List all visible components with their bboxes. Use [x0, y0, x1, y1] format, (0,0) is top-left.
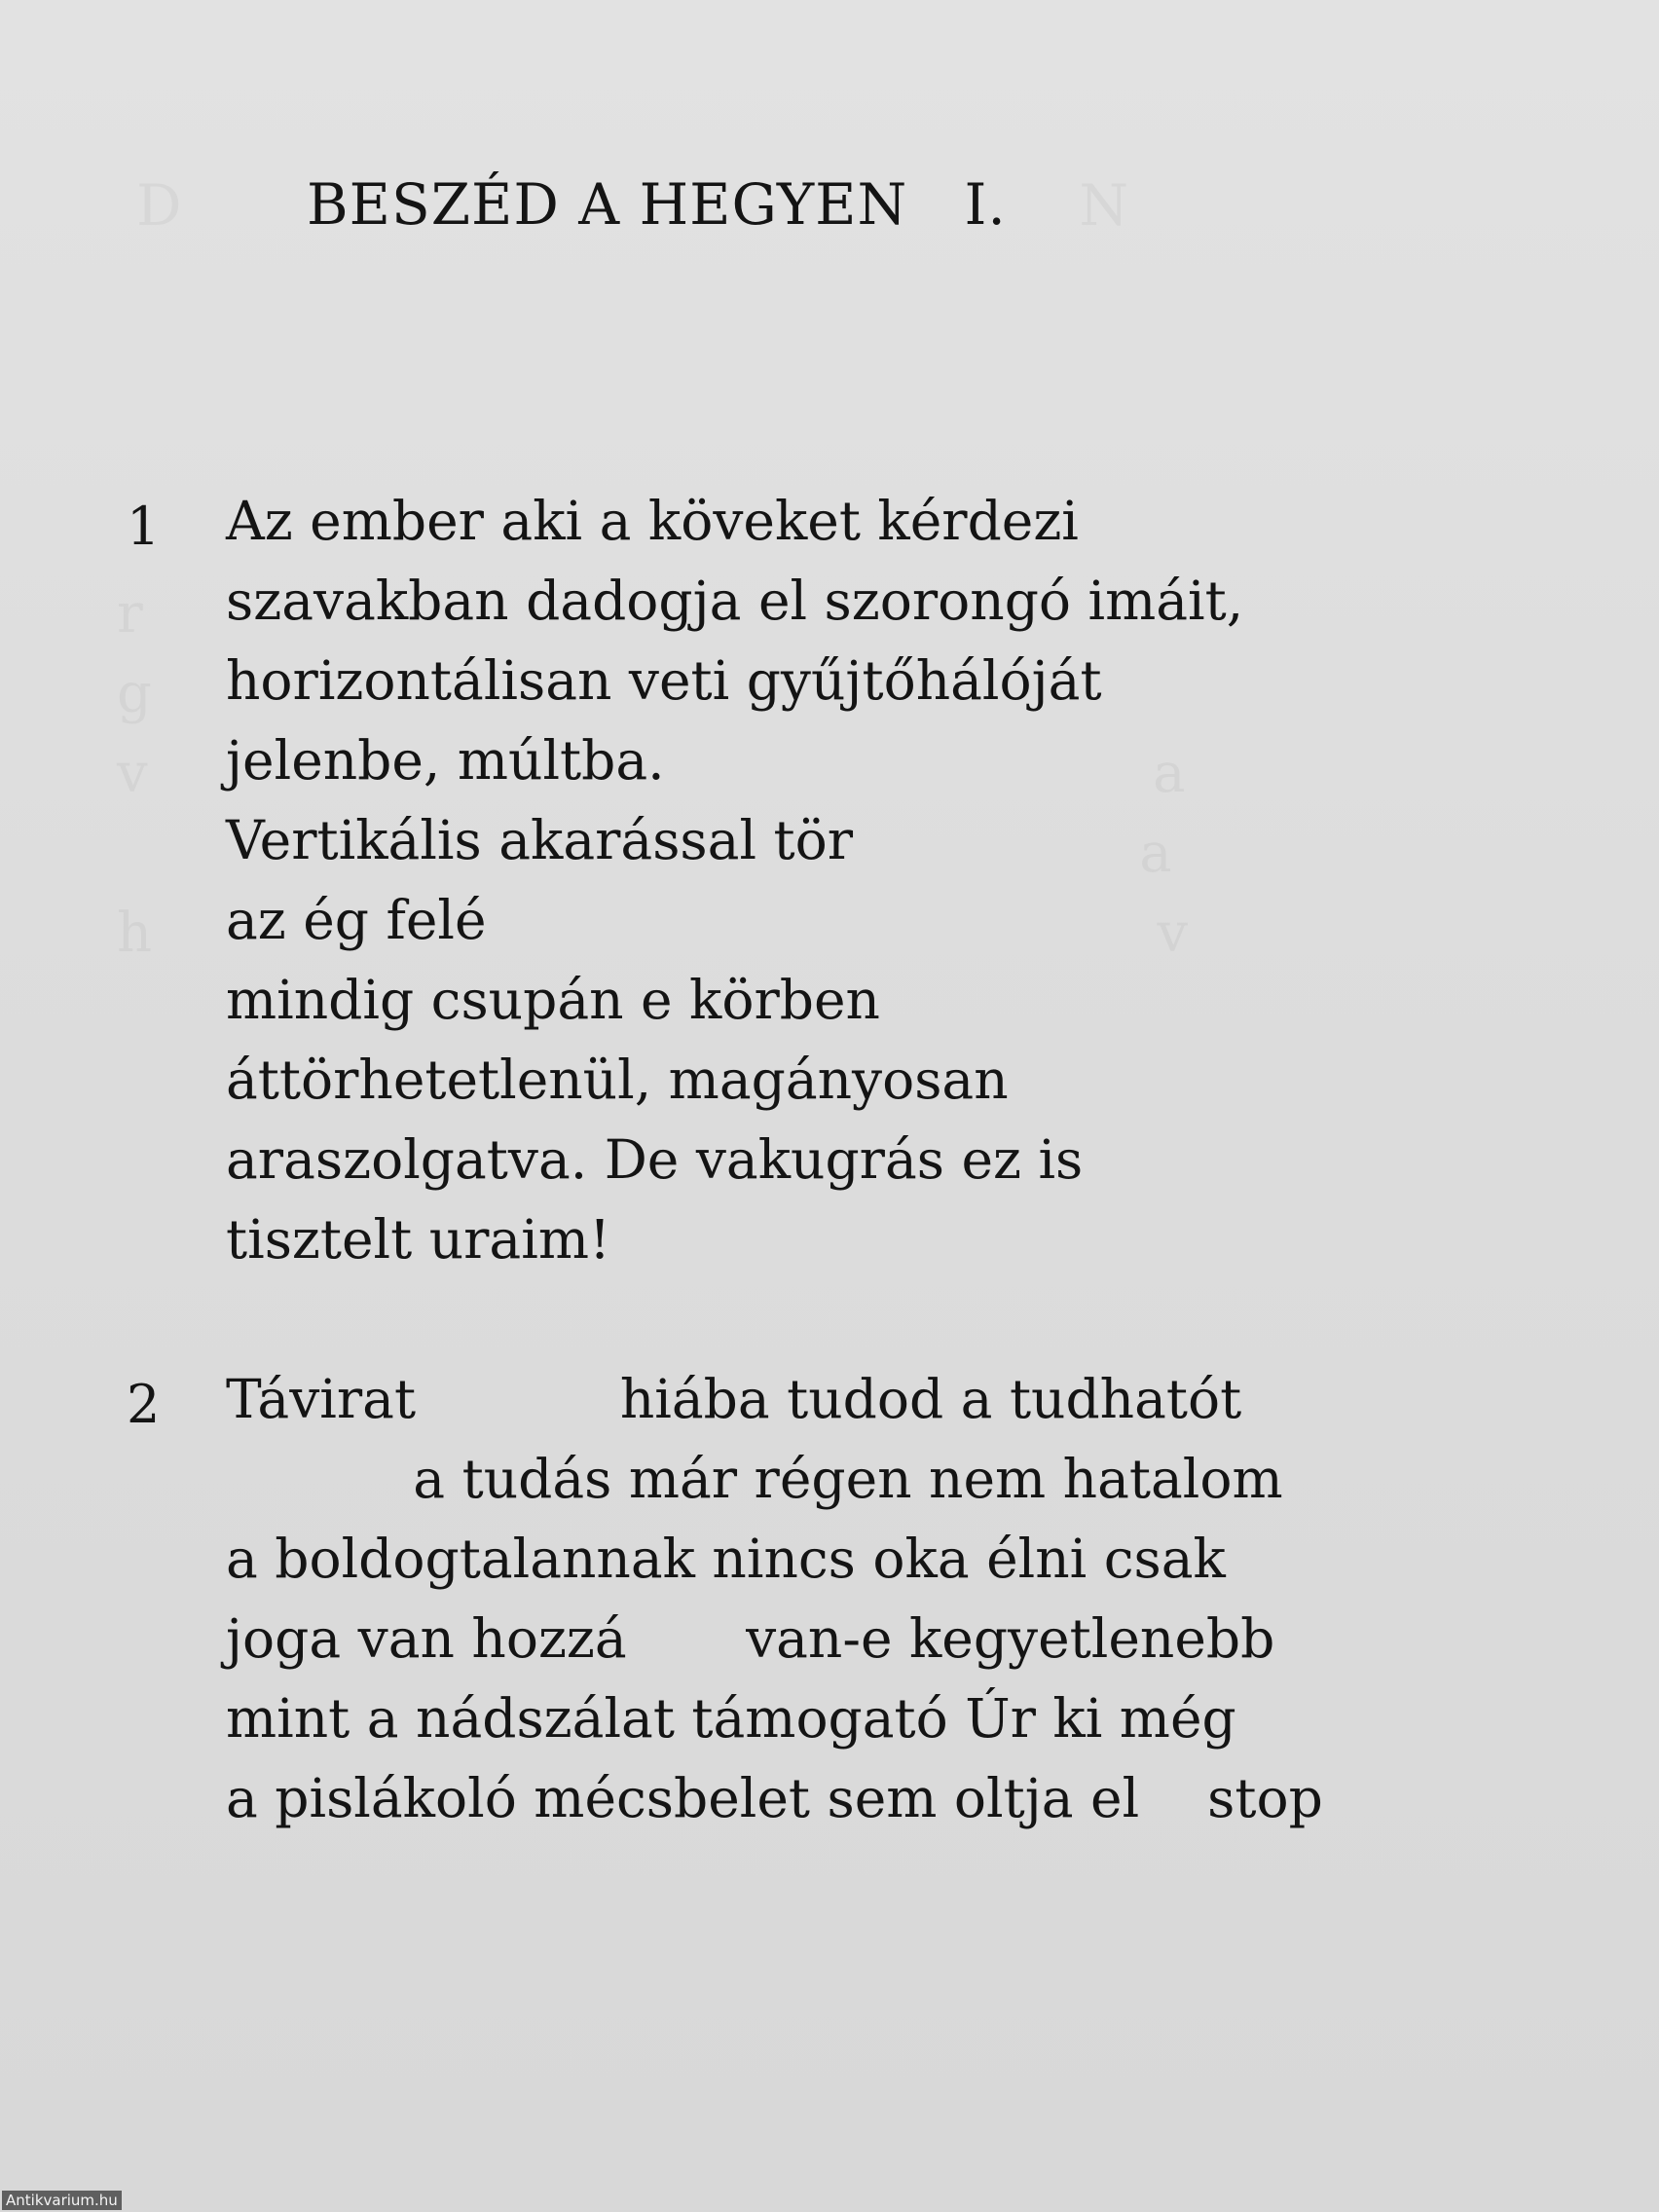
watermark: Antikvarium.hu: [2, 2191, 122, 2210]
stanza-2-line: Távirat hiába tudod a tudhatót: [226, 1368, 1242, 1430]
stanza-1-line: mindig csupán e körben: [226, 969, 880, 1031]
stanza-1-line: az ég felé: [226, 889, 487, 951]
stanza-1-line: szavakban dadogja el szorongó imáit,: [226, 570, 1244, 632]
stanza-2-line: a pislákoló mécsbelet sem oltja el stop: [226, 1767, 1323, 1829]
stanza-number-2: 2: [127, 1374, 161, 1435]
stanza-1-line: Vertikális akarással tör: [226, 809, 854, 871]
stanza-1-line: tisztelt uraim!: [226, 1208, 611, 1271]
page-title: BESZÉD A HEGYEN I.: [307, 171, 1007, 238]
stanza-1-line: Az ember aki a köveket kérdezi: [226, 490, 1079, 552]
stanza-1-line: horizontálisan veti gyűjtőhálóját: [226, 649, 1102, 712]
stanza-2-line: mint a nádszálat támogató Úr ki még: [226, 1687, 1236, 1750]
stanza-1-line: áttörhetetlenül, magányosan: [226, 1049, 1009, 1111]
stanza-1-line: jelenbe, múltba.: [226, 729, 665, 792]
stanza-number-1: 1: [127, 496, 161, 557]
stanza-2-line: a tudás már régen nem hatalom: [226, 1448, 1283, 1510]
stanza-2-line: joga van hozzá van-e kegyetlenebb: [226, 1607, 1275, 1670]
stanza-2-line: a boldogtalannak nincs oka élni csak: [226, 1528, 1226, 1590]
stanza-1-line: araszolgatva. De vakugrás ez is: [226, 1128, 1084, 1191]
